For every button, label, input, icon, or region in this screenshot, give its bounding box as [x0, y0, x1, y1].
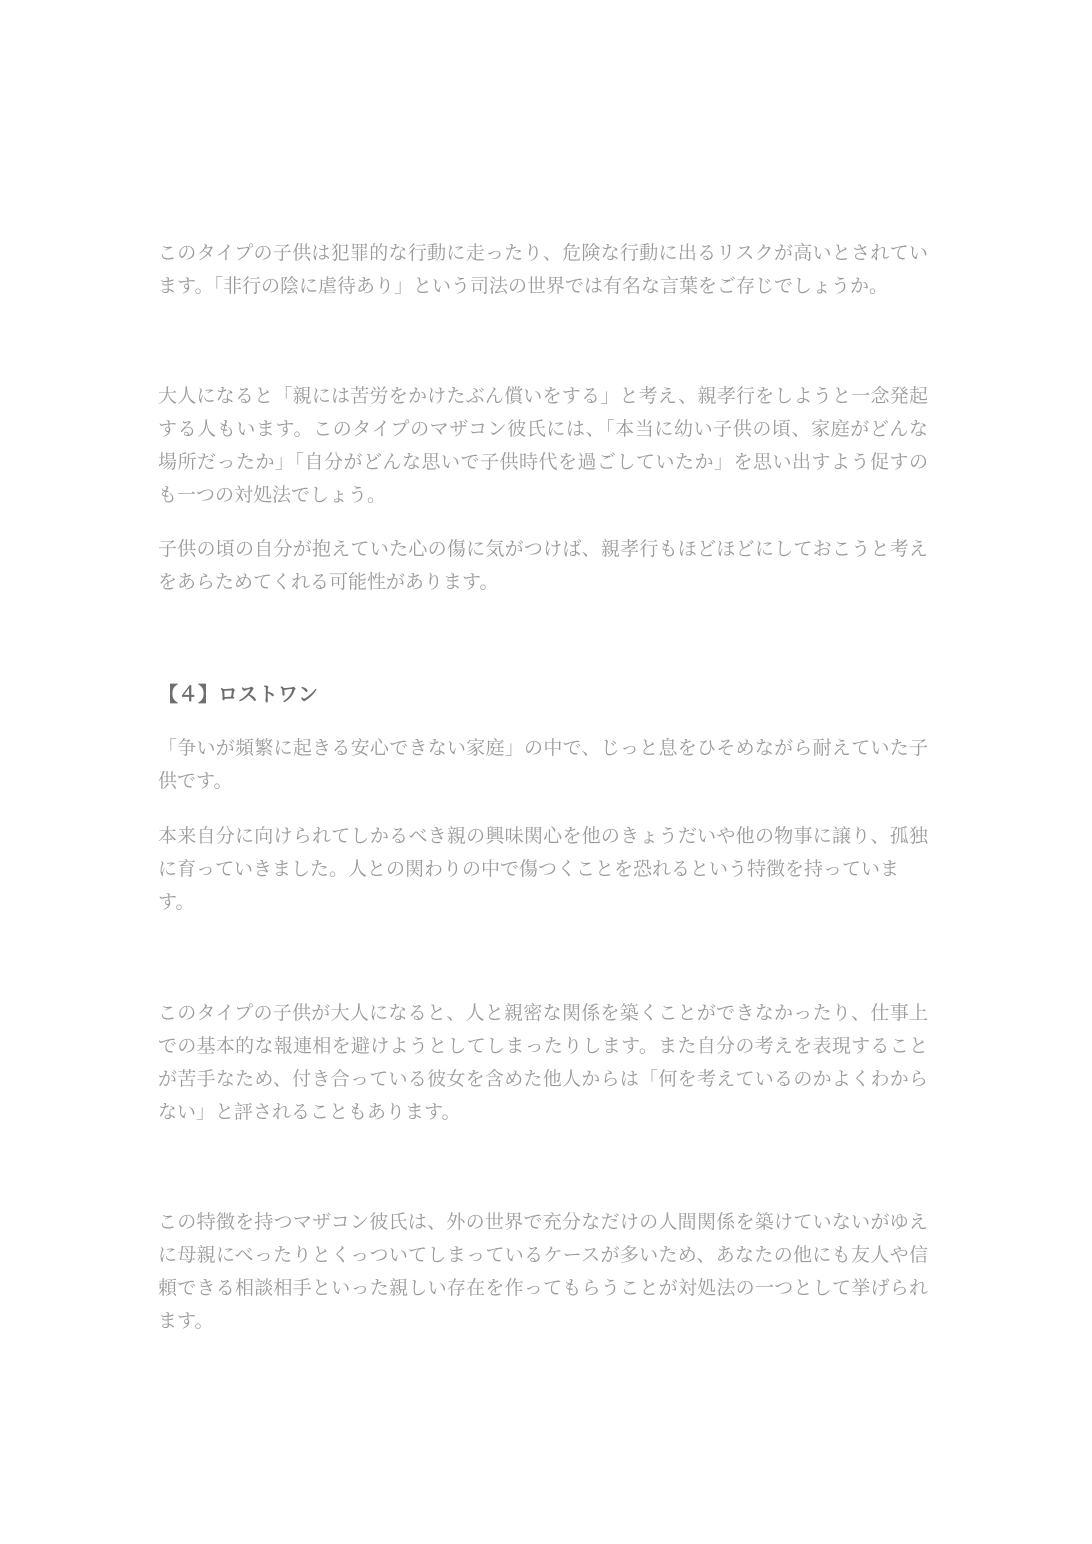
- text-line: する人もいます。このタイプのマザコン彼氏には、「本当に幼い子供の頃、家庭がどんな: [158, 418, 928, 440]
- text-line: す。: [158, 891, 195, 913]
- text-line: ます。: [158, 1310, 214, 1332]
- paragraph-1: [158, 237, 928, 303]
- text-line: 頼できる相談相手といった親しい存在を作ってもらうことが対処法の一つとして挙げられ: [158, 1277, 928, 1299]
- text-line: ない」と評されることもあります。: [158, 1101, 461, 1123]
- text-line: ます。「非行の陰に虐待あり」という司法の世界では有名な言葉をご存じでしょうか。: [158, 275, 888, 297]
- paragraph-5: [158, 820, 928, 919]
- paragraph-6: [158, 997, 928, 1129]
- text-line: 場所だったか」「自分がどんな思いで子供時代を過ごしていたか」を思い出すよう促すの: [158, 451, 928, 473]
- section-heading: 【４】ロストワン: [158, 682, 318, 706]
- text-line: が苦手なため、付き合っている彼女を含めた他人からは「何を考えているのかよくわから: [158, 1068, 928, 1090]
- text-line: に育っていきました。人との関わりの中で傷つくことを恐れるという特徴を持っていま: [158, 858, 900, 880]
- text-line: このタイプの子供は犯罪的な行動に走ったり、危険な行動に出るリスクが高いとされてい: [158, 242, 928, 264]
- paragraph-7: [158, 1206, 928, 1338]
- paragraph-3: [158, 533, 928, 599]
- text-line: 供です。: [158, 770, 233, 792]
- text-line: このタイプの子供が大人になると、人と親密な関係を築くことができなかったり、仕事上: [158, 1002, 928, 1024]
- text-line: も一つの対処法でしょう。: [158, 484, 387, 506]
- text-line: 本来自分に向けられてしかるべき親の興味関心を他のきょうだいや他の物事に譲り、孤独: [158, 825, 928, 847]
- text-line: をあらためてくれる可能性があります。: [158, 571, 499, 593]
- paragraph-4: [158, 732, 928, 798]
- text-line: 子供の頃の自分が抱えていた心の傷に気がつけば、親孝行もほどほどにしておこうと考え: [158, 538, 928, 560]
- text-line: 大人になると「親には苦労をかけたぶん償いをする」と考え、親孝行をしようと一念発起: [158, 385, 928, 407]
- paragraph-2: [158, 380, 928, 512]
- text-line: での基本的な報連相を避けようとしてしまったりします。また自分の考えを表現すること: [158, 1035, 928, 1057]
- text-line: この特徴を持つマザコン彼氏は、外の世界で充分なだけの人間関係を築けていないがゆえ: [158, 1211, 928, 1233]
- text-line: に母親にべったりとくっついてしまっているケースが多いため、あなたの他にも友人や信: [158, 1244, 928, 1266]
- text-line: 「争いが頻繁に起きる安心できない家庭」の中で、じっと息をひそめながら耐えていた子: [158, 737, 928, 759]
